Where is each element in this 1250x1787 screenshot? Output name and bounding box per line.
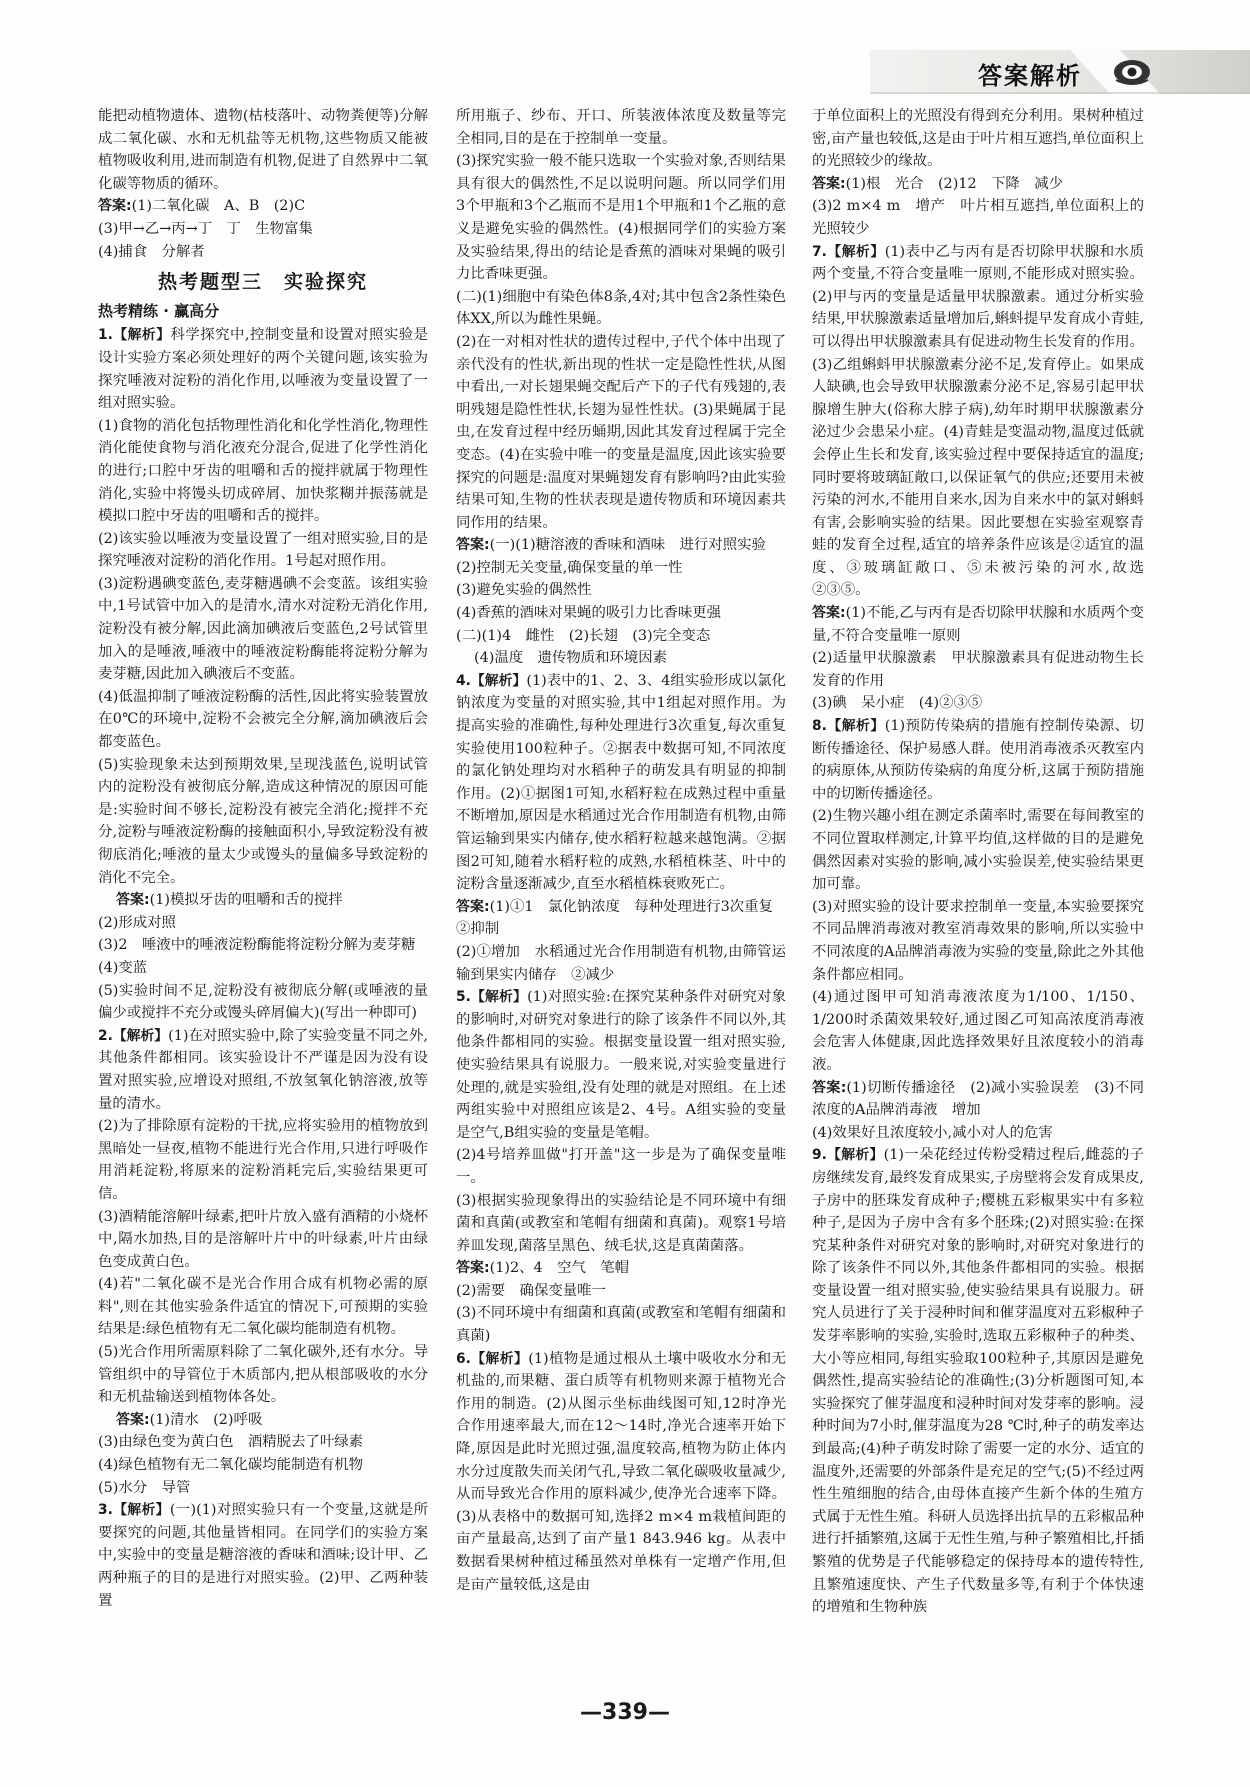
page-number: —339— xyxy=(580,1700,670,1725)
paragraph: (1)表中的1、2、3、4组实验形成以氯化钠浓度为变量的对照实验,其中1组起对照作用。为提高实验的准确性,每种处理进行3次重复,每次重复实验使用100粒种子。②据表中数据可知,不同浓度的氯化钠处理均对水稻种子的萌发具有明显的抑制作用。(2)①据图1可知,水稻籽粒在成熟过程中重量不断增加,原因是水稻通过光合作用制造有机物,由筛管运输到果实内储存,使水稻籽粒越来越饱满。②据图2可知,随着水稻籽粒的成熟,水稻植株茎、叶中的淀粉含量逐渐减少,直至水稻植株衰败死亡。 xyxy=(456,672,786,893)
answer-line: (2)形成对照 xyxy=(98,914,176,931)
paragraph: (1)表中乙与丙有是否切除甲状腺和水质两个变量,不符合变量唯一原则,不能形成对照实验。(2)甲与丙的变量是适量甲状腺激素。通过分析实验结果,甲状腺激素适量增加后,蝌蚪提早发育成小青蛙,可以得出甲状腺激素具有促进动物生长发育的作用。(3)乙组蝌蚪甲状腺激素分泌不足,发育停止。如果成人缺碘,也会导致甲状腺激素分泌不足,容易引起甲状腺增生肿大(俗称大脖子病),幼年时期甲状腺激素分泌过少会患呆小症。(4)青蛙是变温动物,温度过低就会停止生长和发育,该实验过程中要保持适宜的温度;同时要将玻璃缸敞口,以保证氧气的供应;还要用未被污染的河水,不能用自来水,因为自来水中的氯对蝌蚪有害,会影响实验的结果。因此要想在实验室观察青蛙的发育全过程,适宜的培养条件应该是②适宜的温度、③玻璃缸敞口、⑤未被污染的河水,故选②③⑤。 xyxy=(812,243,1145,599)
paragraph: (3)淀粉遇碘变蓝色,麦芽糖遇碘不会变蓝。该组实验中,1号试管中加入的是清水,清水对淀粉无消化作用,淀粉没有被分解,因此滴加碘液后变蓝色,2号试管里加入的是唾液,唾液中的唾液淀粉酶能将淀粉分解为麦芽糖,因此加入碘液后不变蓝。 xyxy=(98,575,428,683)
analysis-tag: 【解析】 xyxy=(112,1027,169,1044)
paragraph: (2)4号培养皿做"打开盖"这一步是为了确保变量唯一。 xyxy=(456,1147,786,1186)
header-title: 答案解析 xyxy=(978,62,1082,90)
answer-label: 答案: xyxy=(116,1411,150,1428)
analysis-tag: 【解析】 xyxy=(470,672,527,689)
question-number: 1. xyxy=(98,327,113,344)
question-number: 7. xyxy=(812,243,827,260)
paragraph: (3)根据实验现象得出的实验结论是不同环境中有细菌和真菌(或教室和笔帽有细菌和真菌)。观察1号培养皿发现,菌落呈黑色、绒毛状,这是真菌菌落。 xyxy=(456,1192,786,1254)
paragraph: (3)酒精能溶解叶绿素,把叶片放入盛有酒精的小烧杯中,隔水加热,目的是溶解叶片中的叶绿素,叶片由绿色变成黄白色。 xyxy=(98,1208,428,1270)
answer-label: 答案: xyxy=(812,605,846,622)
answer-line: (1)不能,乙与丙有是否切除甲状腺和水质两个变量,不符合变量唯一原则 xyxy=(812,605,1144,644)
paragraph: 科学探究中,控制变量和设置对照实验是设计实验方案必须处理好的两个关键问题,该实验为探究唾液对淀粉的消化作用,以唾液为变量设置了一组对照实验。 xyxy=(98,327,429,412)
answer-line: (1)根 光合 (2)12 下降 减少 xyxy=(845,175,1063,192)
answer-line: (4)效果好且浓度较小,减小对人的危害 xyxy=(812,1124,1053,1141)
answer-label: 答案: xyxy=(456,1260,490,1277)
answer-line: (3)碘 呆小症 (4)②③⑤ xyxy=(812,695,983,712)
paragraph: (5)光合作用所需原料除了二氧化碳外,还有水分。导管组织中的导管位于木质部内,把从根部吸收的水分和无机盐输送到植物体各处。 xyxy=(98,1344,428,1406)
analysis-tag: 【解析】 xyxy=(826,1147,884,1164)
column-1 xyxy=(98,105,428,1612)
question-number: 3. xyxy=(98,1502,113,1519)
answer-line: (4)香蕉的酒味对果蝇的吸引力比香味更强 xyxy=(456,605,722,622)
paragraph: (3)探究实验一般不能只选取一个实验对象,否则结果具有很大的偶然性,不足以说明问题。所以同学们用3个甲瓶和3个乙瓶而不是用1个甲瓶和1个乙瓶的意义是避免实验的偶然性。(4)根据同学们的实验方案及实验结果,得出的结论是香蕉的酒味对果蝇的吸引力比香味更强。 xyxy=(456,153,786,283)
answer-line: ②抑制 xyxy=(456,921,500,938)
answer-line: (1)2、4 空气 笔帽 xyxy=(489,1260,630,1277)
section-title: 热考题型三 实验探究 xyxy=(157,271,368,294)
subsection-title: 热考精练 · 赢高分 xyxy=(98,301,220,320)
paragraph: (3)对照实验的设计要求控制单一变量,本实验要探究不同品牌消毒液对教室消毒效果的影响,所以实验中不同浓度的A品牌消毒液为实验的变量,除此之外其他条件都应相同。 xyxy=(812,898,1144,983)
paragraph: (5)实验现象未达到预期效果,呈现浅蓝色,说明试管内的淀粉没有被彻底分解,造成这种情况的原因可能是:实验时间不够长,淀粉没有被完全消化;搅拌不充分,淀粉与唾液淀粉酶的接触面积小,导致淀粉没有被彻底消化;唾液的量太少或馒头的量偏多导致淀粉的消化不完全。 xyxy=(98,756,428,886)
answer-line: (3)2 m×4 m 增产 叶片相互遮挡,单位面积上的光照较少 xyxy=(812,198,1144,237)
answer-line: (3)避免实验的偶然性 xyxy=(456,582,592,599)
paragraph: (4)通过图甲可知消毒液浓度为1/100、1/150、1/200时杀菌效果较好,通过图乙可知高浓度消毒液会危害人体健康,因此选择效果好且浓度较小的消毒液。 xyxy=(812,989,1144,1073)
answer-line: (2)需要 确保变量唯一 xyxy=(456,1282,606,1299)
paragraph: (1)对照实验:在探究某种条件对研究对象的影响时,对研究对象进行的除了该条件不同以外,其他条件都相同的实验。根据变量设置一组对照实验,使实验结果具有说服力。一般来说,对实验变量进行处理的,就是实验组,没有处理的就是对照组。在上述两组实验中对照组应该是2、4号。A组实验的变量是空气,B组实验的变量是笔帽。 xyxy=(456,989,787,1141)
answer-line: (2)①增加 水稻通过光合作用制造有机物,由筛管运输到果实内储存 ②减少 xyxy=(456,943,786,983)
column-2 xyxy=(456,105,786,1596)
paragraph: (4)若"二氧化碳不是光合作用合成有机物必需的原料",则在其他实验条件适宜的情况下,可预期的实验结果是:绿色植物有无二氧化碳均能制造有机物。 xyxy=(98,1276,428,1338)
paragraph: (1)在对照实验中,除了实验变量不同之外,其他条件都相同。该实验设计不严谨是因为没有设置对照实验,应增设对照组,不放氢氧化钠溶液,放等量的清水。 xyxy=(98,1027,428,1112)
page-header xyxy=(0,50,1250,94)
question-number: 9. xyxy=(812,1147,827,1164)
paragraph: 所用瓶子、纱布、开口、所装液体浓度及数量等完全相同,目的是在于控制单一变量。 xyxy=(456,108,786,147)
answer-line: (1)模拟牙齿的咀嚼和舌的搅拌 xyxy=(149,892,343,909)
answer-label: 答案: xyxy=(456,898,490,915)
answer-line: (5)水分 导管 xyxy=(98,1479,191,1496)
answer-line: (二)(1)4 雌性 (2)长翅 (3)完全变态 xyxy=(456,627,711,644)
answer-line: (3)甲→乙→丙→丁 丁 生物富集 xyxy=(98,220,313,237)
answer-line: (2)适量甲状腺激素 甲状腺激素具有促进动物生长发育的作用 xyxy=(812,650,1144,689)
analysis-tag: 【解析】 xyxy=(826,243,885,260)
question-number: 6. xyxy=(456,1350,471,1367)
answer-label: 答案: xyxy=(812,1079,847,1096)
paragraph: (1)植物是通过根从土壤中吸收水分和无机盐的,而果糖、蛋白质等有机物则来源于植物光合作用的制造。(2)从图示坐标曲线图可知,12时净光合作用速率最大,而在12～14时,净光合速率开始下降,原因是此时光照过强,温度较高,植物为防止体内水分过度散失而关闭气孔,导致二氧化碳吸收量减少,从而导致光合作用的原料减少,使净光合速率下降。(3)从表格中的数据可知,选择2 m×4 m栽植间距的亩产量最高,达到了亩产量1 843.946 kg。从表中数据看果树种植过稀虽然对单株有一定增产作用,但是亩产量较低,这是由 xyxy=(456,1350,787,1593)
answer-label: 答案: xyxy=(116,892,150,909)
analysis-tag: 【解析】 xyxy=(470,1350,529,1367)
paragraph: 于单位面积上的光照没有得到充分利用。果树种植过密,亩产量也较低,这是由于叶片相互遮挡,单位面积上的光照较少的缘故。 xyxy=(812,108,1144,170)
answer-line: (4)变蓝 xyxy=(98,959,148,976)
paragraph: (2)生物兴趣小组在测定杀菌率时,需要在每间教室的不同位置取样测定,计算平均值,这样做的目的是避免偶然因素对实验的影响,减小实验误差,使实验结果更加可靠。 xyxy=(812,808,1144,893)
question-number: 4. xyxy=(456,672,471,689)
answer-label: 答案: xyxy=(456,537,490,554)
question-number: 8. xyxy=(812,718,827,735)
answer-line: (5)实验时间不足,淀粉没有被彻底分解(或唾液的量偏少或搅拌不充分或馒头碎屑偏大)(写出一种即可) xyxy=(98,982,428,1022)
paragraph: (1)一朵花经过传粉受精过程后,雌蕊的子房继续发育,最终发育成果实,子房壁将会发育成果皮,子房中的胚珠发育成种子;樱桃五彩椒果实中有多粒种子,是因为子房中含有多个胚珠;(2)对照实验:在探究某种条件对研究对象的影响时,对研究对象进行的除了该条件不同以外,其他条件都相同的实验。根据变量设置一组对照实验,使实验结果具有说服力。研究人员进行了关于浸种时间和催芽温度对五彩椒种子发芽率影响的实验,实验时,选取五彩椒种子的种类、大小等应相同,每组实验取100粒种子,其原因是避免偶然性,提高实验结论的准确性;(3)分析题图可知,本实验探究了催芽温度和浸种时间对发芽率的影响。浸种时间为7小时,催芽温度为28 ℃时,种子的萌发率达到最高;(4)种子萌发时除了需要一定的水分、适宜的温度外,还需要的外部条件是充足的空气;(5)不经过两性生殖细胞的结合,由母体直接产生新个体的生殖方式属于无性生殖。科研人员选择出抗旱的五彩椒品种进行扦插繁殖,这属于无性生殖,与种子繁殖相比,扦插繁殖的优势是子代能够稳定的保持母本的遗传特性,且繁殖速度快、产生子代数量多等,有利于个体快速的增殖和生物种族 xyxy=(812,1147,1145,1616)
answer-line: (1)二氧化碳 A、B (2)C xyxy=(131,198,306,215)
paragraph: (二)(1)细胞中有染色体8条,4对;其中包含2条性染色体XX,所以为雌性果蝇。 xyxy=(456,288,786,328)
answer-line: (3)2 唾液中的唾液淀粉酶能将淀粉分解为麦芽糖 xyxy=(98,937,416,954)
book-eye-logo-icon xyxy=(1112,54,1152,90)
paragraph: (一)(1)对照实验只有一个变量,这就是所要探究的问题,其他量皆相同。在同学们的实验方案中,实验中的变量是糖溶液的香味和酒味;设计甲、乙两种瓶子的目的是进行对照实验。(2)甲、乙两种装置 xyxy=(98,1502,428,1609)
question-number: 2. xyxy=(98,1027,113,1044)
answer-line: (3)不同环境中有细菌和真菌(或教室和笔帽有细菌和真菌) xyxy=(456,1305,786,1345)
column-3 xyxy=(812,105,1144,1619)
paragraph: (2)在一对相对性状的遗传过程中,子代个体中出现了亲代没有的性状,新出现的性状一定是隐性性状,从图中看出,一对长翅果蝇交配后产下的子代有残翅的,表明残翅是隐性性状,长翅为显性性状。(3)果蝇属于昆虫,在发育过程中经历蛹期,因此其发育过程属于完全变态。(4)在实验中唯一的变量是温度,因此该实验要探究的问题是:温度对果蝇翅发育有影响吗?由此实验结果可知,生物的性状表现是遗传物质和环境因素共同作用的结果。 xyxy=(456,333,786,531)
analysis-tag: 【解析】 xyxy=(112,327,171,344)
analysis-tag: 【解析】 xyxy=(826,718,885,735)
answer-label: 答案: xyxy=(812,175,846,192)
answer-line: (3)由绿色变为黄白色 酒精脱去了叶绿素 xyxy=(98,1434,364,1451)
question-number: 5. xyxy=(456,989,471,1006)
answer-line: (4)温度 遗传物质和环境因素 xyxy=(474,650,668,667)
answer-line: (1)清水 (2)呼吸 xyxy=(149,1411,263,1428)
paragraph: (4)低温抑制了唾液淀粉酶的活性,因此将实验装置放在0℃的环境中,淀粉不会被完全分解,滴加碘液后会都变蓝色。 xyxy=(98,688,428,751)
paragraph: (2)为了排除原有淀粉的干扰,应将实验用的植物放到黑暗处一昼夜,植物不能进行光合作用,只进行呼吸作用消耗淀粉,将原来的淀粉消耗完后,实验结果更可信。 xyxy=(98,1118,428,1202)
answer-line: (2)控制无关变量,确保变量的单一性 xyxy=(456,559,683,576)
analysis-tag: 【解析】 xyxy=(112,1502,170,1519)
paragraph: (2)该实验以唾液为变量设置了一组对照实验,目的是探究唾液对淀粉的消化作用。1号起对照作用。 xyxy=(98,530,428,570)
answer-line: (4)捕食 分解者 xyxy=(98,243,205,260)
answer-line: (一)(1)糖溶液的香味和酒味 进行对照实验 xyxy=(489,537,766,554)
paragraph: (1)预防传染病的措施有控制传染源、切断传播途径、保护易感人群。使用消毒液杀灭教室内的病原体,从预防传染病的角度分析,这属于预防措施中的切断传播途径。 xyxy=(812,718,1145,802)
answer-line: (4)绿色植物有无二氧化碳均能制造有机物 xyxy=(98,1457,364,1474)
answer-line: (1)切断传播途径 (2)减小实验误差 (3)不同浓度的A品牌消毒液 增加 xyxy=(812,1079,1145,1119)
answer-label: 答案: xyxy=(98,198,132,215)
paragraph: (1)食物的消化包括物理性消化和化学性消化,物理性消化能使食物与消化液充分混合,促进了化学性消化的进行;口腔中牙齿的咀嚼和舌的搅拌就属于物理性消化,实验中将馒头切成碎屑、加快浆糊并振荡就是模拟口腔中牙齿的咀嚼和舌的搅拌。 xyxy=(98,417,428,525)
paragraph: 能把动植物遗体、遗物(枯枝落叶、动物粪便等)分解成二氧化碳、水和无机盐等无机物,这些物质又能被植物吸收利用,进而制造有机物,促进了自然界中二氧化碳等物质的循环。 xyxy=(98,108,428,192)
answer-line: (1)①1 氯化钠浓度 每种处理进行3次重复 xyxy=(489,898,773,915)
analysis-tag: 【解析】 xyxy=(470,989,528,1006)
